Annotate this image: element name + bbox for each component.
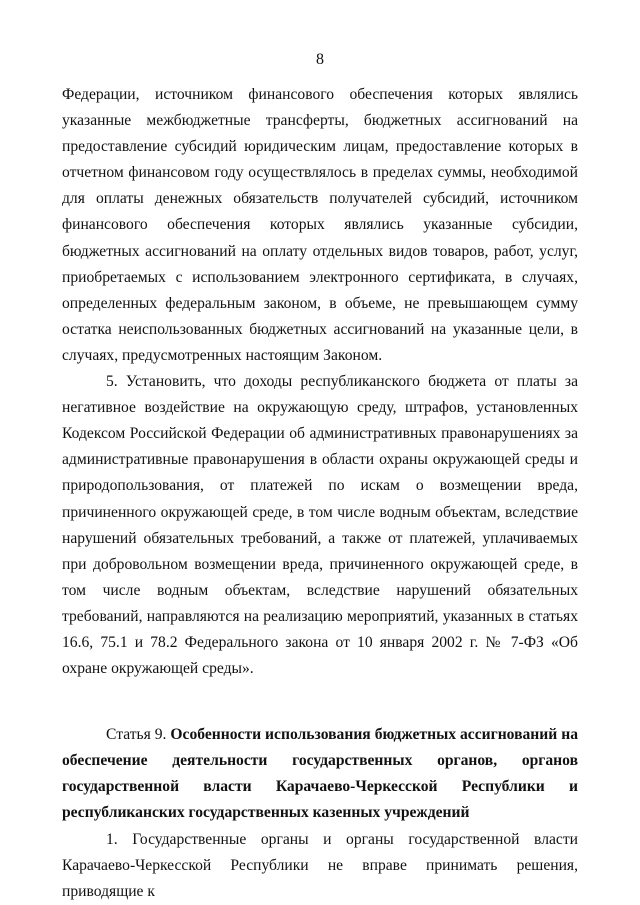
- article-heading: [62, 722, 578, 826]
- document-body: [62, 82, 578, 905]
- article-label: Статья 9.: [106, 726, 167, 744]
- paragraph-item-1: 1. Государственные органы и органы государственной власти Карачаево-Черкесской Республики не вправе принимать решения, приводящие к: [62, 830, 578, 900]
- paragraph-continuation: Федерации, источником финансового обеспечения которых являлись указанные межбюджетные трансферты, бюджетных ассигнований на предоставление субсидий юридическим лицам, предоставление которых в отчетном финансовом году осуществлялось в пределах суммы, необходимой для оплаты денежных обязательств получателей субсидий, источником финансового обеспечения которых являлись указанные субсидии, бюджетных ассигнований на оплату отдельных видов товаров, работ, услуг, приобретаемых с использованием электронного сертификата, в случаях, определенных федеральным законом, в объеме, не превышающем сумму остатка неиспользованных бюджетных ассигнований на указанные цели, в случаях, предусмотренных настоящим Законом.: [62, 86, 578, 364]
- section-spacer: [62, 682, 578, 722]
- paragraph-item-5: 5. Установить, что доходы республиканского бюджета от платы за негативное воздействие на окружающую среду, штрафов, установленных Кодексом Российской Федерации об административных правонарушениях за административные правонарушения в области охраны окружающей среды и природопользования, от платежей по искам о возмещении вреда, причиненного окружающей среде, в том числе водным объектам, вследствие нарушений обязательных требований, а также от платежей, уплачиваемых при добровольном возмещении вреда, причиненного окружающей среде, в том числе водным объектам, вследствие нарушений обязательных требований, направляются на реализацию мероприятий, указанных в статьях 16.6, 75.1 и 78.2 Федерального закона от 10 января 2002 г. № 7-ФЗ «Об охране окружающей среды».: [62, 373, 578, 678]
- page-number: 8: [316, 51, 324, 68]
- article-title: Особенности использования бюджетных ассигнований на обеспечение деятельности государственных органов, органов государственной власти Карачаево-Черкесской Республики и республиканских государственных казенных учреждений: [62, 726, 578, 822]
